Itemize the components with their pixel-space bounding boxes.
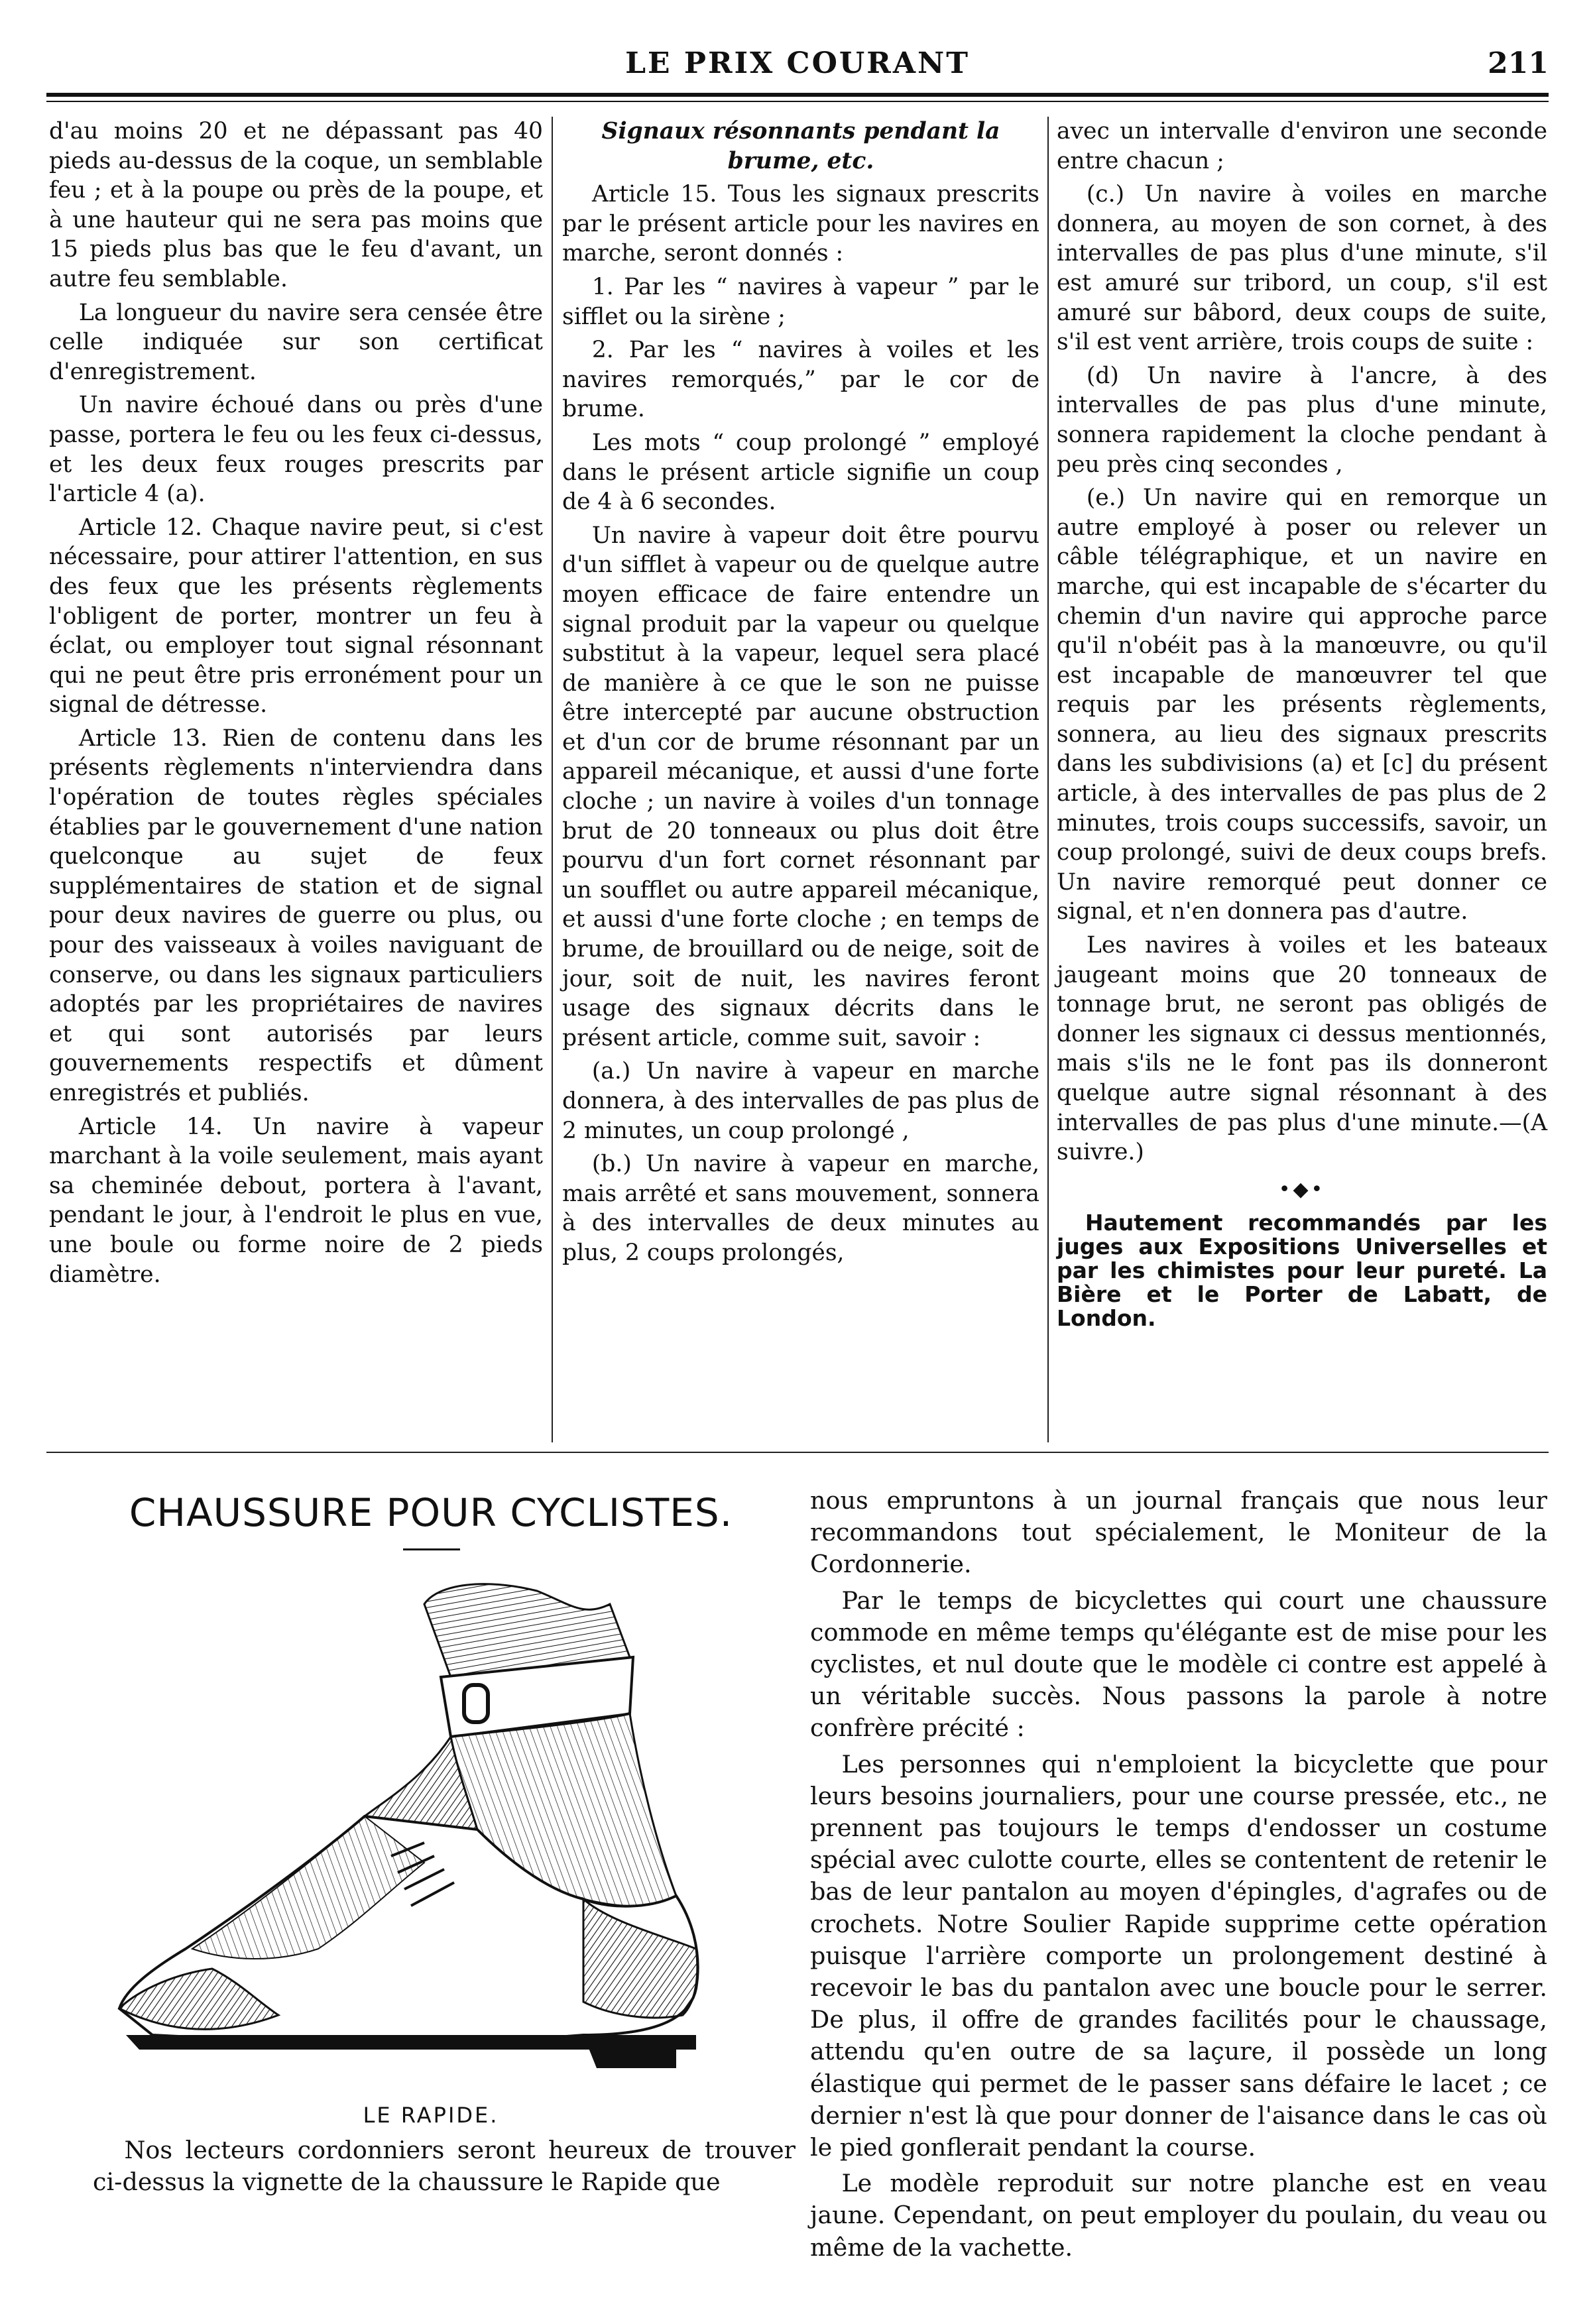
illustration-caption: LE RAPIDE. [363, 2103, 499, 2128]
paragraph: d'au moins 20 et ne dépassant pas 40 pieds au-dessus de la coque, un semblable feu ; et à la poupe ou près de la poupe, et à une hauteur qui ne sera pas moins que 15 pieds plus bas que le feu d'avant, un autre feu semblable. [49, 118, 543, 292]
page-number: 211 [1488, 46, 1549, 80]
title-dash [403, 1548, 460, 1550]
page-header [46, 41, 1549, 87]
article-column-left [93, 2134, 796, 2202]
ornament-divider: •◆• [1278, 1177, 1326, 1201]
section-heading: Signaux résonnants pendant la brume, etc. [601, 118, 1000, 174]
shoe-illustration [80, 1578, 782, 2095]
header-rule-thin [46, 101, 1549, 102]
paragraph: nous empruntons à un journal français que nous leur recommandons tout spécialement, le Moniteur de la Cordonnerie. [810, 1486, 1547, 1579]
paragraph: La longueur du navire sera censée être celle indiquée sur son certificat d'enregistrement. [49, 299, 543, 385]
column-2 [562, 117, 1039, 1272]
advertisement: Hautement recommandés par les juges aux Expositions Universelles et par les chimistes pour leur pureté. La Bière et le Porter de Labatt, de London. [1057, 1210, 1547, 1332]
column-divider [1047, 117, 1049, 1442]
paragraph: Un navire à vapeur doit être pourvu d'un sifflet à vapeur ou de quelque autre moyen efficace de faire entendre un signal produit par la vapeur ou quelque substitut à la vapeur, lequel sera placé de manière à ce que le son ne puisse être intercepté par aucune obstruction et d'un cor de brume résonnant par un appareil mécanique, et aussi d'une forte cloche ; un navire à voiles d'un tonnage brut de 20 tonneaux ou plus doit être pourvu d'un fort cornet résonnant par un soufflet ou autre appareil mécanique, et aussi d'une forte cloche ; en temps de brume, de brouillard ou de neige, soit de jour, soit de nuit, les navires feront usage des signaux décrits dans le présent article, comme suit, savoir : [562, 522, 1039, 1051]
paragraph: Nos lecteurs cordonniers seront heureux de trouver ci-dessus la vignette de la chaussure le Rapide que [93, 2136, 796, 2196]
paragraph: Article 15. Tous les signaux prescrits par le présent article pour les navires en marche, seront donnés : [562, 181, 1039, 267]
paragraph: 2. Par les “ navires à voiles et les navires remorqués,” par le cor de brume. [562, 337, 1039, 423]
paragraph: (c.) Un navire à voiles en marche donnera, au moyen de son cornet, à des intervalles de pas plus d'une minute, s'il est amuré sur tribord, un coup, s'il est amuré sur bâbord, deux coups de suite, s'il est vent arrière, trois coups de suite : [1057, 181, 1547, 356]
paragraph: Les navires à voiles et les bateaux jaugeant moins que 20 tonneaux de tonnage brut, ne seront pas obligés de donner les signaux ci dessus mentionnés, mais s'ils ne le font pas ils donneront quelque autre signal résonnant à des intervalles de pas plus d'une minute.—(A suivre.) [1057, 932, 1547, 1166]
article-column-right [810, 1485, 1547, 2268]
paragraph: Un navire échoué dans ou près d'une passe, portera le feu ou les feux ci-dessus, et les deux feux rouges prescrits par l'article 4 (a). [49, 392, 543, 508]
paragraph: Les mots “ coup prolongé ” employé dans le présent article signifie un coup de 4 à 6 secondes. [562, 429, 1039, 516]
paragraph: (e.) Un navire qui en remorque un autre employé à poser ou relever un câble télégraphique, et un navire en marche, qui est incapable de s'écarter du chemin d'un navire qui approche parce qu'il n'obéit pas à la manœuvre, ou qu'il est incapable de manœuvrer tel que requis par les présents règlements, sonnera, au lieu des signaux prescrits dans les subdivisions (a) et [c] du présent article, à des intervalles de pas plus de 2 minutes, trois coups successifs, savoir, un coup prolongé, suivi de deux coups brefs. Un navire remorqué peut donner ce signal, et n'en donnera pas d'autre. [1057, 485, 1547, 925]
column-divider [552, 117, 553, 1442]
newspaper-title: LE PRIX COURANT [625, 46, 970, 80]
paragraph: Les personnes qui n'emploient la bicyclette que pour leurs besoins journaliers, pour une course pressée, etc., ne prennent pas toujours le temps d'endosser un costume spécial avec culotte courte, elles se contentent de retenir le bas de leur pantalon au moyen d'épingles, d'agrafes ou de crochets. Notre Soulier Rapide supprime cette opération puisque l'arrière comporte un prolongement destiné à recevoir le bas du pantalon avec une boucle pour le serrer. De plus, il offre de grandes facilités pour le chaussage, attendu qu'en outre de sa laçure, il possède un long élastique qui permet de le passer sans défaire le lacet ; ce dernier n'est là que pour donner de l'aisance dans le cas où le pied gonflerait pendant la course. [810, 1749, 1547, 2162]
paragraph: (b.) Un navire à vapeur en marche, mais arrêté et sans mouvement, sonnera à des intervalles de deux minutes au plus, 2 coups prolongés, [562, 1151, 1039, 1266]
column-1 [49, 117, 543, 1293]
paragraph: Article 13. Rien de contenu dans les présents règlements n'interviendra dans l'opération de toutes règles spéciales établies par le gouvernement d'une nation quelconque au sujet de feux supplémentaires de station et de signal pour deux navires de guerre ou plus, ou pour des vaisseaux à voiles naviguant de conserve, ou dans les signaux particuliers adoptés par les propriétaires de navires et qui sont autorisés par leurs gouvernements respectifs et dûment enregistrés et publiés. [49, 725, 543, 1106]
paragraph: 1. Par les “ navires à vapeur ” par le sifflet ou la sirène ; [562, 273, 1039, 330]
paragraph: Article 12. Chaque navire peut, si c'est nécessaire, pour attirer l'attention, en sus des feux que les présents règlements l'obligent de porter, montrer un feu à éclat, ou employer tout signal résonnant qui ne peut être pris erronément pour un signal de détresse. [49, 514, 543, 719]
paragraph: (d) Un navire à l'ancre, à des intervalles de pas plus d'une minute, sonnera rapidement la cloche pendant à peu près cinq secondes , [1057, 362, 1547, 478]
article-title: CHAUSSURE POUR CYCLISTES. [129, 1490, 733, 1535]
paragraph: Le modèle reproduit sur notre planche est en veau jaune. Cependant, on peut employer du poulain, du veau ou même de la vachette. [810, 2169, 1547, 2262]
paragraph: Par le temps de bicyclettes qui court une chaussure commode en même temps qu'élégante est de mise pour les cyclistes, et nul doute que le modèle ci contre est appelé à un véritable succès. Nous passons la parole à notre confrère précité : [810, 1586, 1547, 1743]
column-3 [1057, 117, 1547, 1334]
paragraph: Article 14. Un navire à vapeur marchant à la voile seulement, mais ayant sa cheminée debout, portera à l'avant, pendant le jour, à l'endroit le plus en vue, une boule ou forme noire de 2 pieds diamètre. [49, 1113, 543, 1288]
paragraph: avec un intervalle d'environ une seconde entre chacun ; [1057, 118, 1547, 174]
paragraph: (a.) Un navire à vapeur en marche donnera, à des intervalles de pas plus de 2 minutes, un coup prolongé , [562, 1058, 1039, 1144]
header-rule [46, 93, 1549, 97]
section-divider [46, 1452, 1549, 1453]
